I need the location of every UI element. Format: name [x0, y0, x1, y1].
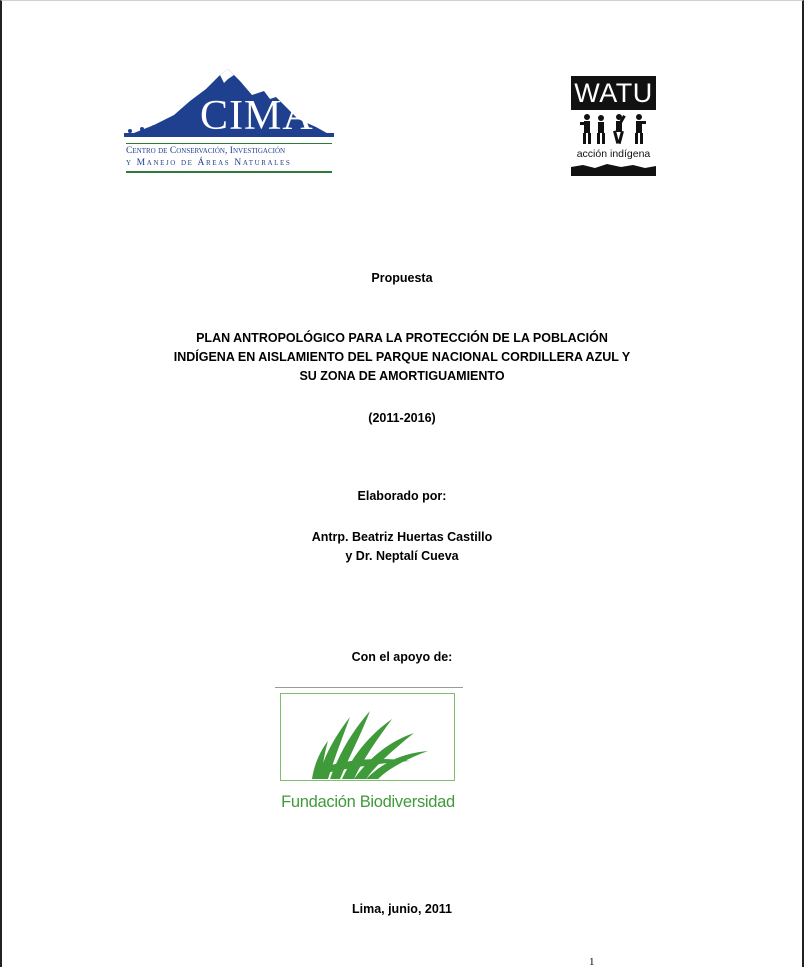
watu-wordmark: WATU — [571, 76, 656, 110]
document-type-label: Propuesta — [371, 271, 433, 285]
author-line1: Antrp. Beatriz Huertas Castillo — [311, 530, 493, 544]
people-figures-icon — [577, 113, 651, 145]
watu-tagline: acción indígena — [576, 148, 651, 160]
watu-ground-icon — [571, 163, 656, 176]
cima-rule-top — [126, 143, 332, 144]
document-title-line2: INDÍGENA EN AISLAMIENTO DEL PARQUE NACIONAL CORDILLERA AZUL Y — [173, 350, 631, 364]
document-title-line1: PLAN ANTROPOLÓGICO PARA LA PROTECCIÓN DE LA POBLACIÓN — [196, 331, 608, 345]
document-title-line3: SU ZONA DE AMORTIGUAMIENTO — [299, 369, 505, 383]
support-label: Con el apoyo de: — [351, 650, 453, 664]
cima-logo — [124, 67, 334, 175]
page-number: 1 — [589, 956, 595, 968]
author-line2: y Dr. Neptalí Cueva — [345, 549, 459, 563]
cima-rule-bottom — [126, 171, 332, 173]
grass-icon — [310, 707, 430, 779]
cima-wordmark: CIMA — [200, 93, 314, 139]
fundacion-rule — [275, 687, 463, 688]
cima-subtitle-line1: Centro de Conservación, Investigación — [126, 145, 286, 156]
cima-subtitle-line2: y Manejo de Áreas Naturales — [126, 157, 292, 168]
prepared-by-label: Elaborado por: — [357, 489, 447, 503]
place-date: Lima, junio, 2011 — [351, 902, 453, 916]
fundacion-name: Fundación Biodiversidad — [281, 793, 455, 811]
document-period: (2011-2016) — [368, 411, 436, 425]
watu-logo — [571, 76, 656, 176]
